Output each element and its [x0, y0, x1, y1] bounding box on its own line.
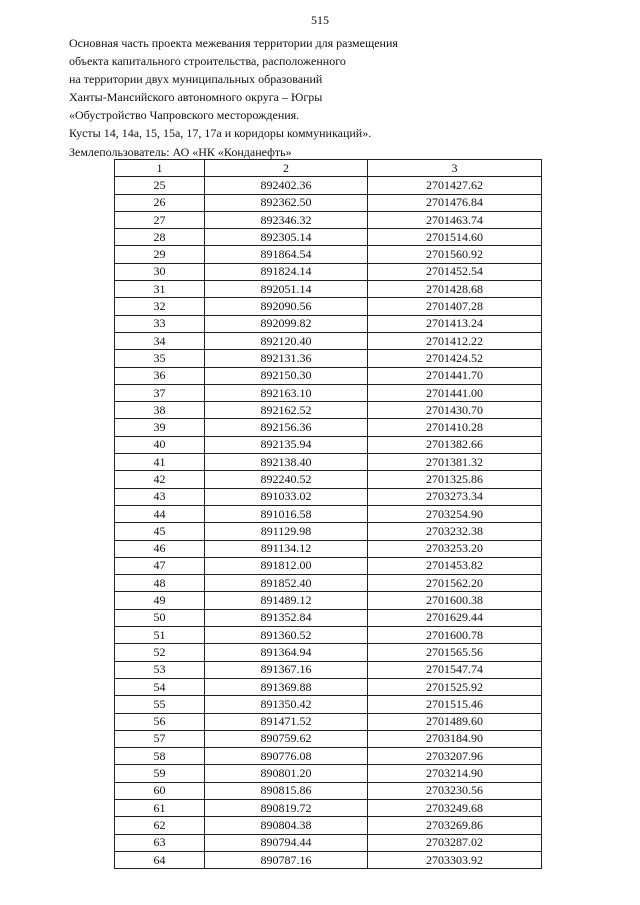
y-coordinate-cell: 2701547.74 [368, 661, 542, 678]
x-coordinate-cell: 890819.72 [205, 799, 368, 816]
table-row [115, 678, 542, 695]
table-row [115, 298, 542, 315]
x-coordinate-cell: 890776.08 [205, 748, 368, 765]
table-body [115, 177, 542, 869]
table-header-row [115, 160, 542, 177]
coordinates-table [114, 159, 542, 869]
header-line: Ханты-Мансийского автономного округа – Югры [69, 90, 323, 105]
y-coordinate-cell: 2703269.86 [368, 817, 542, 834]
table-row [115, 419, 542, 436]
x-coordinate-cell: 890804.38 [205, 817, 368, 834]
table-row [115, 557, 542, 574]
header-line: Землепользователь: АО «НК «Конданефть» [69, 144, 292, 159]
table-row [115, 436, 542, 453]
table-row [115, 799, 542, 816]
point-number-cell: 32 [115, 298, 205, 315]
x-coordinate-cell: 892150.30 [205, 367, 368, 384]
table-row [115, 713, 542, 730]
header-line: на территории двух муниципальных образований [69, 72, 323, 87]
table-row [115, 454, 542, 471]
y-coordinate-cell: 2703232.38 [368, 523, 542, 540]
table-row [115, 211, 542, 228]
point-number-cell: 64 [115, 851, 205, 868]
point-number-cell: 52 [115, 644, 205, 661]
x-coordinate-cell: 892120.40 [205, 332, 368, 349]
y-coordinate-cell: 2703303.92 [368, 851, 542, 868]
y-coordinate-cell: 2701476.84 [368, 194, 542, 211]
point-number-cell: 53 [115, 661, 205, 678]
point-number-cell: 56 [115, 713, 205, 730]
y-coordinate-cell: 2701489.60 [368, 713, 542, 730]
table-row [115, 834, 542, 851]
table-row [115, 644, 542, 661]
point-number-cell: 45 [115, 523, 205, 540]
table-row [115, 488, 542, 505]
page-number: 515 [311, 13, 329, 27]
x-coordinate-cell: 892138.40 [205, 454, 368, 471]
y-coordinate-cell: 2703184.90 [368, 730, 542, 747]
point-number-cell: 25 [115, 177, 205, 194]
y-coordinate-cell: 2703214.90 [368, 765, 542, 782]
table-row [115, 696, 542, 713]
y-coordinate-cell: 2701441.70 [368, 367, 542, 384]
y-coordinate-cell: 2701560.92 [368, 246, 542, 263]
point-number-cell: 38 [115, 402, 205, 419]
document-header [69, 34, 589, 161]
x-coordinate-cell: 891489.12 [205, 592, 368, 609]
header-line: Основная часть проекта межевания территории для размещения [69, 36, 398, 50]
x-coordinate-cell: 891360.52 [205, 627, 368, 644]
table-row [115, 540, 542, 557]
x-coordinate-cell: 891864.54 [205, 246, 368, 263]
y-coordinate-cell: 2701412.22 [368, 332, 542, 349]
table-row [115, 177, 542, 194]
x-coordinate-cell: 891352.84 [205, 609, 368, 626]
x-coordinate-cell: 892163.10 [205, 384, 368, 401]
y-coordinate-cell: 2701452.54 [368, 263, 542, 280]
point-number-cell: 35 [115, 350, 205, 367]
table-row [115, 748, 542, 765]
table-row [115, 229, 542, 246]
x-coordinate-cell: 891367.16 [205, 661, 368, 678]
table-row [115, 817, 542, 834]
x-coordinate-cell: 891824.14 [205, 263, 368, 280]
table-row [115, 402, 542, 419]
table-row [115, 765, 542, 782]
table-row [115, 523, 542, 540]
x-coordinate-cell: 890759.62 [205, 730, 368, 747]
y-coordinate-cell: 2701525.92 [368, 678, 542, 695]
y-coordinate-cell: 2703254.90 [368, 505, 542, 522]
point-number-cell: 51 [115, 627, 205, 644]
table-row [115, 730, 542, 747]
x-coordinate-cell: 892131.36 [205, 350, 368, 367]
point-number-cell: 57 [115, 730, 205, 747]
x-coordinate-cell: 890815.86 [205, 782, 368, 799]
point-number-cell: 55 [115, 696, 205, 713]
x-coordinate-cell: 890801.20 [205, 765, 368, 782]
table-row [115, 315, 542, 332]
y-coordinate-cell: 2701629.44 [368, 609, 542, 626]
header-line: Кусты 14, 14а, 15, 15а, 17, 17а и коридоры коммуникаций». [69, 126, 372, 141]
table-row [115, 263, 542, 280]
point-number-cell: 54 [115, 678, 205, 695]
point-number-cell: 61 [115, 799, 205, 816]
header-line: объекта капитального строительства, расположенного [69, 54, 346, 69]
x-coordinate-cell: 891471.52 [205, 713, 368, 730]
y-coordinate-cell: 2701453.82 [368, 557, 542, 574]
table-row [115, 627, 542, 644]
y-coordinate-cell: 2701441.00 [368, 384, 542, 401]
x-coordinate-cell: 892090.56 [205, 298, 368, 315]
y-coordinate-cell: 2701424.52 [368, 350, 542, 367]
point-number-cell: 41 [115, 454, 205, 471]
point-number-cell: 60 [115, 782, 205, 799]
point-number-cell: 36 [115, 367, 205, 384]
table-row [115, 661, 542, 678]
point-number-cell: 63 [115, 834, 205, 851]
point-number-cell: 34 [115, 332, 205, 349]
table-row [115, 367, 542, 384]
y-coordinate-cell: 2701381.32 [368, 454, 542, 471]
table-row [115, 592, 542, 609]
table-row [115, 246, 542, 263]
table-row [115, 575, 542, 592]
x-coordinate-cell: 892156.36 [205, 419, 368, 436]
point-number-cell: 39 [115, 419, 205, 436]
y-coordinate-cell: 2701600.38 [368, 592, 542, 609]
y-coordinate-cell: 2701463.74 [368, 211, 542, 228]
y-coordinate-cell: 2703249.68 [368, 799, 542, 816]
point-number-cell: 27 [115, 211, 205, 228]
y-coordinate-cell: 2703253.20 [368, 540, 542, 557]
point-number-cell: 37 [115, 384, 205, 401]
y-coordinate-cell: 2701428.68 [368, 281, 542, 298]
x-coordinate-cell: 892162.52 [205, 402, 368, 419]
point-number-cell: 29 [115, 246, 205, 263]
point-number-cell: 50 [115, 609, 205, 626]
y-coordinate-cell: 2701514.60 [368, 229, 542, 246]
x-coordinate-cell: 891350.42 [205, 696, 368, 713]
point-number-cell: 26 [115, 194, 205, 211]
x-coordinate-cell: 892305.14 [205, 229, 368, 246]
x-coordinate-cell: 891033.02 [205, 488, 368, 505]
table-row [115, 851, 542, 868]
point-number-cell: 33 [115, 315, 205, 332]
x-coordinate-cell: 890794.44 [205, 834, 368, 851]
point-number-cell: 48 [115, 575, 205, 592]
y-coordinate-cell: 2701430.70 [368, 402, 542, 419]
column-header-point: 1 [115, 160, 205, 177]
point-number-cell: 28 [115, 229, 205, 246]
x-coordinate-cell: 891812.00 [205, 557, 368, 574]
y-coordinate-cell: 2701565.56 [368, 644, 542, 661]
x-coordinate-cell: 891016.58 [205, 505, 368, 522]
table-row [115, 332, 542, 349]
x-coordinate-cell: 891134.12 [205, 540, 368, 557]
x-coordinate-cell: 891129.98 [205, 523, 368, 540]
y-coordinate-cell: 2701382.66 [368, 436, 542, 453]
table-row [115, 350, 542, 367]
table-row [115, 384, 542, 401]
column-header-x: 2 [205, 160, 368, 177]
point-number-cell: 59 [115, 765, 205, 782]
table-row [115, 782, 542, 799]
table-row [115, 281, 542, 298]
y-coordinate-cell: 2701413.24 [368, 315, 542, 332]
y-coordinate-cell: 2701325.86 [368, 471, 542, 488]
x-coordinate-cell: 891369.88 [205, 678, 368, 695]
y-coordinate-cell: 2701407.28 [368, 298, 542, 315]
point-number-cell: 49 [115, 592, 205, 609]
y-coordinate-cell: 2701410.28 [368, 419, 542, 436]
point-number-cell: 44 [115, 505, 205, 522]
x-coordinate-cell: 892402.36 [205, 177, 368, 194]
table-row [115, 609, 542, 626]
column-header-y: 3 [368, 160, 542, 177]
x-coordinate-cell: 892135.94 [205, 436, 368, 453]
y-coordinate-cell: 2701600.78 [368, 627, 542, 644]
point-number-cell: 62 [115, 817, 205, 834]
point-number-cell: 31 [115, 281, 205, 298]
y-coordinate-cell: 2703287.02 [368, 834, 542, 851]
x-coordinate-cell: 892240.52 [205, 471, 368, 488]
header-line: «Обустройство Чапровского месторождения. [69, 108, 300, 123]
x-coordinate-cell: 891364.94 [205, 644, 368, 661]
point-number-cell: 46 [115, 540, 205, 557]
table-row [115, 505, 542, 522]
point-number-cell: 47 [115, 557, 205, 574]
y-coordinate-cell: 2703230.56 [368, 782, 542, 799]
table-row [115, 471, 542, 488]
y-coordinate-cell: 2703207.96 [368, 748, 542, 765]
y-coordinate-cell: 2701515.46 [368, 696, 542, 713]
table-row [115, 194, 542, 211]
point-number-cell: 40 [115, 436, 205, 453]
x-coordinate-cell: 892051.14 [205, 281, 368, 298]
point-number-cell: 58 [115, 748, 205, 765]
y-coordinate-cell: 2701562.20 [368, 575, 542, 592]
point-number-cell: 42 [115, 471, 205, 488]
y-coordinate-cell: 2701427.62 [368, 177, 542, 194]
x-coordinate-cell: 892346.32 [205, 211, 368, 228]
point-number-cell: 43 [115, 488, 205, 505]
x-coordinate-cell: 890787.16 [205, 851, 368, 868]
x-coordinate-cell: 892362.50 [205, 194, 368, 211]
x-coordinate-cell: 891852.40 [205, 575, 368, 592]
point-number-cell: 30 [115, 263, 205, 280]
y-coordinate-cell: 2703273.34 [368, 488, 542, 505]
x-coordinate-cell: 892099.82 [205, 315, 368, 332]
